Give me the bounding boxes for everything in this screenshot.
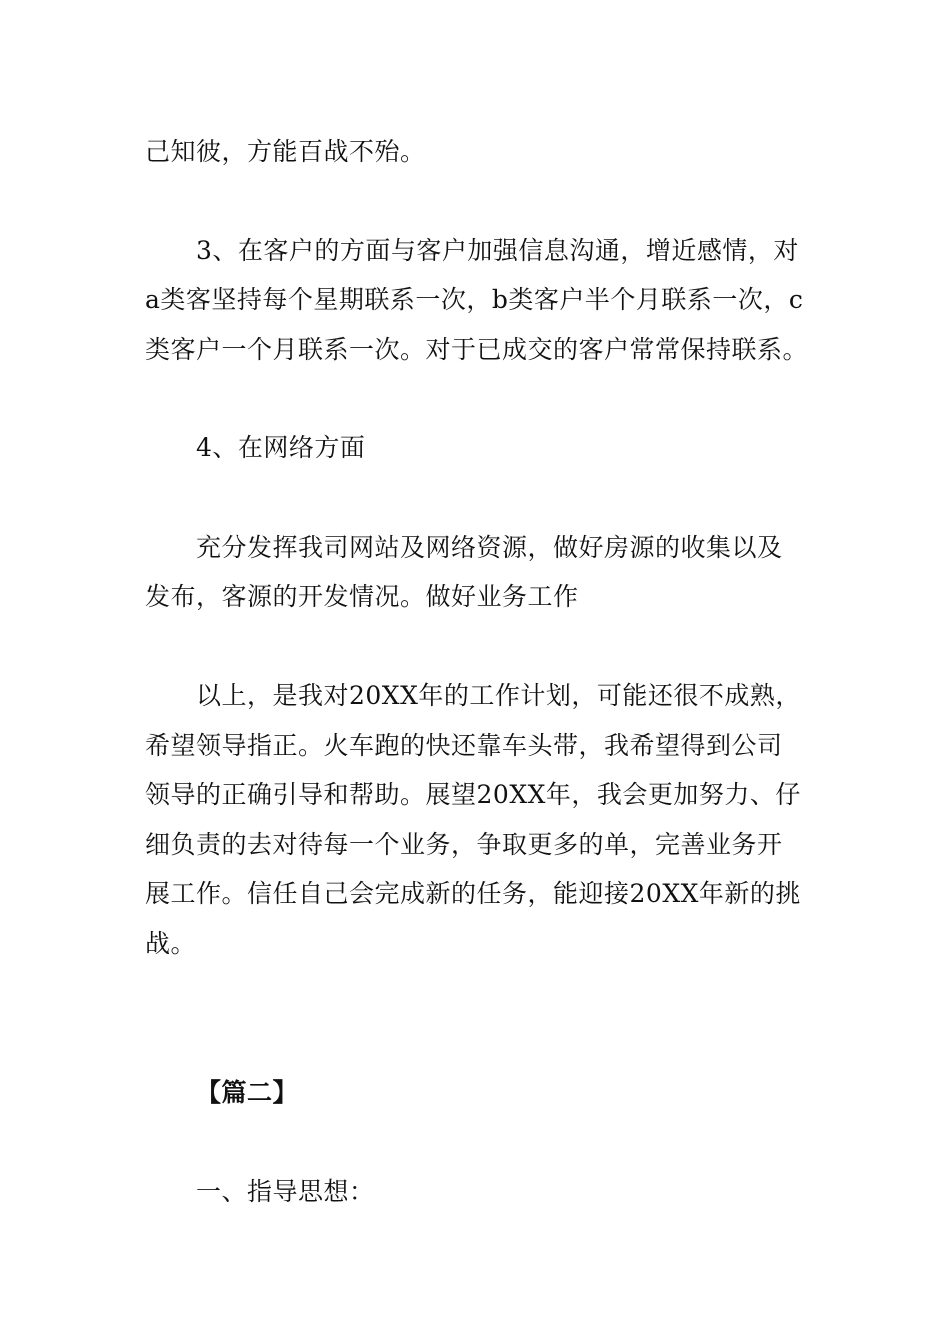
section-heading: 【篇二】 xyxy=(196,1078,299,1107)
paragraph-line: 以上，是我对20XX年的工作计划，可能还很不成熟， xyxy=(196,681,801,710)
paragraph-line: 3、在客户的方面与客户加强信息沟通，增近感情，对 xyxy=(196,236,799,265)
paragraph-line: 充分发挥我司网站及网络资源，做好房源的收集以及 xyxy=(196,533,783,562)
paragraph-line: 细负责的去对待每一个业务，争取更多的单，完善业务开 xyxy=(145,830,783,859)
paragraph-line: 4、在网络方面 xyxy=(196,433,366,462)
paragraph-line: 战。 xyxy=(145,929,197,958)
paragraph-line: 领导的正确引导和帮助。展望20XX年，我会更加努力、仔 xyxy=(145,780,801,809)
subheading: 一、指导思想： xyxy=(196,1177,375,1206)
paragraph-line: 希望领导指正。火车跑的快还靠车头带，我希望得到公司 xyxy=(145,731,783,760)
paragraph-line: a类客坚持每个星期联系一次，b类客户半个月联系一次，c xyxy=(145,285,804,314)
paragraph-line: 展工作。信任自己会完成新的任务，能迎接20XX年新的挑 xyxy=(145,879,801,908)
paragraph-line: 发布，客源的开发情况。做好业务工作 xyxy=(145,582,579,611)
paragraph-line: 类客户一个月联系一次。对于已成交的客户常常保持联系。 xyxy=(145,335,809,364)
paragraph-line: 己知彼，方能百战不殆。 xyxy=(145,137,426,166)
